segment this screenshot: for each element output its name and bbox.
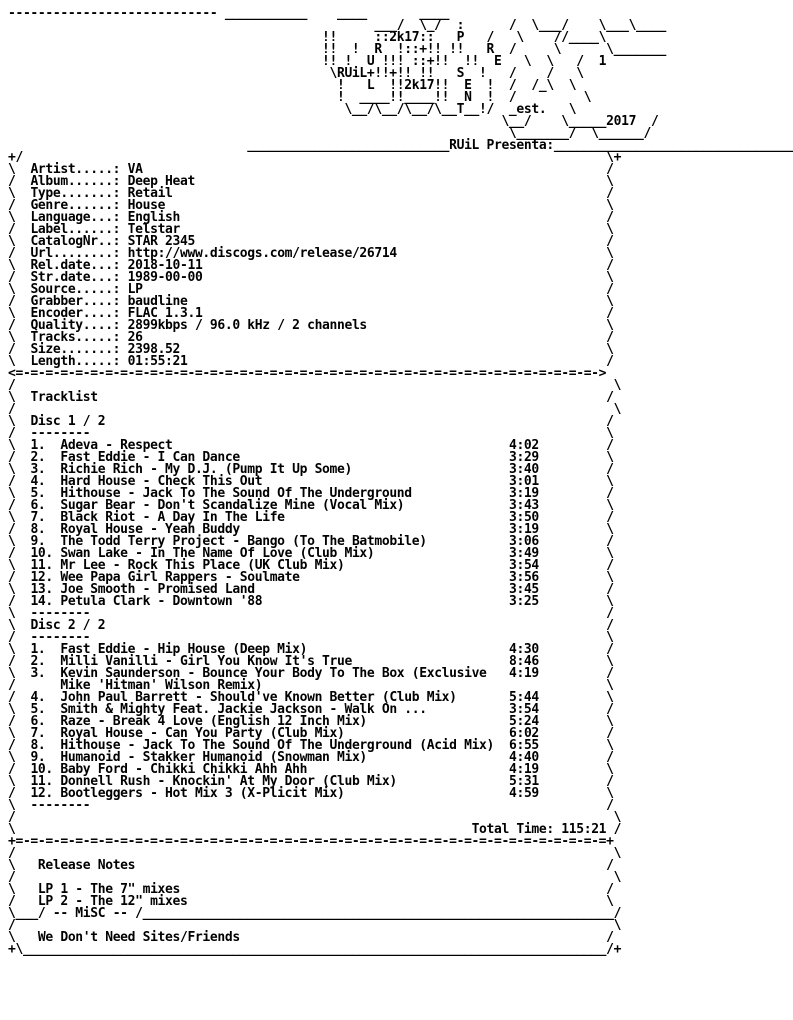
- info-label: Rel.date...:: [30, 258, 121, 273]
- track-time: 6:55: [508, 738, 539, 753]
- info-label: Grabber....:: [30, 294, 121, 309]
- info-value: FLAC 1.3.1: [127, 306, 203, 321]
- track-title: Smith & Mighty Feat. Jackie Jackson - Walk On ...: [60, 702, 427, 717]
- info-label: Tracks.....:: [30, 330, 121, 345]
- track-number: 9.: [30, 534, 61, 549]
- info-value: 2899kbps / 96.0 kHz / 2 channels: [127, 318, 367, 333]
- track-title: Hard House - Check This Out: [60, 474, 263, 489]
- track-title: Swan Lake - In The Name Of Love (Club Mix): [60, 546, 375, 561]
- track-title: Sugar Bear - Don't Scandalize Mine (Vocal Mix): [60, 498, 405, 513]
- track-number: 3.: [30, 666, 61, 681]
- info-value: Deep Heat: [127, 174, 195, 189]
- tracklist-title: Tracklist: [30, 390, 98, 405]
- disc-title: Disc 1 / 2: [30, 414, 106, 429]
- track-time: 3:49: [508, 546, 539, 561]
- track-title: Black Riot - A Day In The Life: [60, 510, 285, 525]
- track-title-continued: Mike 'Hitman' Wilson Remix): [60, 678, 263, 693]
- track-title: Hithouse - Jack To The Sound Of The Underground: [60, 486, 412, 501]
- track-time: 3:06: [508, 534, 539, 549]
- nfo-document: ---------------------------- ___________ ____ ____ ___/ \_/ : / \___/ \___\____ !! ::2k17:: P / \ //____\ !! ! R !::+!! !! R / \ \_______ !! ! U !!! ::+!! !! E \ \ / 1 \RUiL+!!+!! !! S ! / / \ ! L !!2k17!! E ! / /_\ \ ! ____!!____!! N ! / \ \__/\__/\__/\__T__!/ _est. \ \__/ \_____2017 / \_______/ \______/ ___________________________RUiL Presenta:________________________________ +/ \+ \ Artist.....: VA / / Album......: Deep Heat \ \ Type.......: Retail / / Genre......: House \ \ Language...: English / / Label......: Telstar \ \ CatalogNr..: STAR 2345 / / Url........: http://www.discogs.com/release/26714 \ \ Rel.date...: 2018-10-11 / / Str.date...: 1989-00-00 \ \ Source.....: LP / / Grabber....: baudline \ \ Encoder....: FLAC 1.3.1 / / Quality....: 2899kbps / 96.0 kHz / 2 channels \ \ Tracks.....: 26 / / Size.......: 2398.52 \ \ Length.....: 01:55:21 / <=-=-=-=-=-=-=-=-=-=-=-=-=-=-=-=-=-=-=-=-=-=-=-=-=-=-=-=-=-=-=-=-=-=-=-=-=-=-=-> / \ \ Tracklist / / \ \ Disc 1 / 2 / / -------- \ \ 1. Adeva - Respect 4:02 / / 2. Fast Eddie - I Can Dance 3:29 \ \ 3. Richie Rich - My D.J. (Pump It Up Some) 3:40 / / 4. Hard House - Check This Out 3:01 \ \ 5. Hithouse - Jack To The Sound Of The Underground 3:19 / / 6. Sugar Bear - Don't Scandalize Mine (Vocal Mix) 3:43 \ \ 7. Black Riot - A Day In The Life 3:50 / / 8. Royal House - Yeah Buddy 3:19 \ \ 9. The Todd Terry Project - Bango (To The Batmobile) 3:06 / / 10. Swan Lake - In The Name Of Love (Club Mix) 3:49 \ \ 11. Mr Lee - Rock This Place (UK Club Mix) 3:54 / / 12. Wee Papa Girl Rappers - Soulmate 3:56 \ \ 13. Joe Smooth - Promised Land 3:45 / / 14. Petula Clark - Downtown '88 3:25 \ \ -------- / \ Disc 2 / 2 / / -------- \ \ 1. Fast Eddie - Hip House (Deep Mix) 4:30 / / 2. Milli Vanilli - Girl You Know It's True 8:46 \ \ 3. Kevin Saunderson - Bounce Your Body To The Box (Exclusive 4:19 / / Mike 'Hitman' Wilson Remix) \ / 4. John Paul Barrett - Should've Known Better (Club Mix) 5:44 \ \ 5. Smith & Mighty Feat. Jackie Jackson - Walk On ... 3:54 / / 6. Raze - Break 4 Love (English 12 Inch Mix) 5:24 \ \ 7. Royal House - Can You Party (Club Mix) 6:02 / / 8. Hithouse - Jack To The Sound Of The Underground (Acid Mix) 6:55 \ \ 9. Humanoid - Stakker Humanoid (Snowman Mix) 4:40 / / 10. Baby Ford - Chikki Chikki Ahh Ahh 4:19 \ \ 11. Donnell Rush - Knockin' At My Door (Club Mix) 5:31 / / 12. Bootleggers - Hot Mix 3 (X-Plicit Mix) 4:59 \ \ -------- / / \ \ Total Time: 115:21 / +=-=-=-=-=-=-=-=-=-=-=-=-=-=-=-=-=-=-=-=-=-=-=-=-=-=-=-=-=-=-=-=-=-=-=-=-=-=-=-=+ / \ \ Release Notes / / \ \ LP 1 - The 7" mixes / / LP 2 - The 12" mixes \ \___/ -- MiSC -- /_______________________________________________________________/ / \ \ We Don't Need Sites/Friends / +\______________________________________________________________________________/+: [8, 6, 793, 957]
- release-notes-title: Release Notes: [37, 858, 136, 873]
- info-value: 1989-00-00: [127, 270, 203, 285]
- track-number: 6.: [30, 498, 61, 513]
- track-number: 12.: [30, 786, 61, 801]
- info-value: House: [127, 198, 166, 213]
- track-time: 8:46: [508, 654, 539, 669]
- track-time: 4:30: [508, 642, 539, 657]
- track-time: 4:40: [508, 750, 539, 765]
- track-title: Fast Eddie - Hip House (Deep Mix): [60, 642, 308, 657]
- track-number: 14.: [30, 594, 61, 609]
- track-number: 1.: [30, 642, 61, 657]
- info-value: Telstar: [127, 222, 180, 237]
- track-time: 6:02: [508, 726, 539, 741]
- track-title: Raze - Break 4 Love (English 12 Inch Mix): [60, 714, 367, 729]
- info-value: STAR 2345: [127, 234, 195, 249]
- track-title: Richie Rich - My D.J. (Pump It Up Some): [60, 462, 352, 477]
- track-number: 1.: [30, 438, 61, 453]
- track-title: John Paul Barrett - Should've Known Better (Club Mix): [60, 690, 457, 705]
- track-time: 4:02: [508, 438, 539, 453]
- track-time: 4:19: [508, 666, 539, 681]
- info-value: 26: [127, 330, 143, 345]
- track-time: 3:01: [508, 474, 539, 489]
- track-time: 3:54: [508, 702, 539, 717]
- track-time: 3:29: [508, 450, 539, 465]
- info-label: Quality....:: [30, 318, 121, 333]
- track-time: 3:54: [508, 558, 539, 573]
- track-title: Baby Ford - Chikki Chikki Ahh Ahh: [60, 762, 308, 777]
- track-title: Royal House - Can You Party (Club Mix): [60, 726, 345, 741]
- track-number: 5.: [30, 702, 61, 717]
- track-time: 5:31: [508, 774, 539, 789]
- info-value: 01:55:21: [127, 354, 188, 369]
- info-value: http://www.discogs.com/release/26714: [127, 246, 397, 261]
- track-number: 13.: [30, 582, 61, 597]
- info-value: English: [127, 210, 180, 225]
- track-title: Wee Papa Girl Rappers - Soulmate: [60, 570, 300, 585]
- info-label: Language...:: [30, 210, 121, 225]
- track-number: 4.: [30, 474, 61, 489]
- track-number: 4.: [30, 690, 61, 705]
- track-time: 3:19: [508, 486, 539, 501]
- track-number: 2.: [30, 450, 61, 465]
- track-title: Hithouse - Jack To The Sound Of The Underground (Acid Mix): [60, 738, 495, 753]
- track-number: 8.: [30, 522, 61, 537]
- track-title: Kevin Saunderson - Bounce Your Body To The Box (Exclusive: [60, 666, 487, 681]
- info-value: LP: [127, 282, 143, 297]
- track-title: The Todd Terry Project - Bango (To The Batmobile): [60, 534, 427, 549]
- track-number: 7.: [30, 726, 61, 741]
- track-title: Donnell Rush - Knockin' At My Door (Club Mix): [60, 774, 397, 789]
- track-number: 10.: [30, 762, 61, 777]
- track-time: 3:25: [508, 594, 539, 609]
- track-number: 3.: [30, 462, 61, 477]
- track-number: 12.: [30, 570, 61, 585]
- info-label: Artist.....:: [30, 162, 121, 177]
- info-label: CatalogNr..:: [30, 234, 121, 249]
- track-title: Adeva - Respect: [60, 438, 173, 453]
- track-time: 3:56: [508, 570, 539, 585]
- info-label: Url........:: [30, 246, 121, 261]
- info-label: Size.......:: [30, 342, 121, 357]
- track-title: Joe Smooth - Promised Land: [60, 582, 255, 597]
- track-number: 11.: [30, 558, 61, 573]
- info-label: Str.date...:: [30, 270, 121, 285]
- track-title: Royal House - Yeah Buddy: [60, 522, 240, 537]
- track-title: Petula Clark - Downtown '88: [60, 594, 263, 609]
- track-time: 3:40: [508, 462, 539, 477]
- info-label: Length.....:: [30, 354, 121, 369]
- total-time-value: 115:21: [561, 822, 607, 837]
- track-number: 11.: [30, 774, 61, 789]
- total-time-label: Total Time:: [471, 822, 554, 837]
- track-number: 6.: [30, 714, 61, 729]
- info-value: Retail: [127, 186, 173, 201]
- info-value: 2018-10-11: [127, 258, 203, 273]
- release-group-header: RUiL Presenta:: [449, 138, 554, 153]
- info-label: Source.....:: [30, 282, 121, 297]
- misc-text: We Don't Need Sites/Friends: [37, 930, 240, 945]
- track-number: 9.: [30, 750, 61, 765]
- track-time: 4:19: [508, 762, 539, 777]
- track-number: 2.: [30, 654, 61, 669]
- track-time: 3:43: [508, 498, 539, 513]
- track-title: Milli Vanilli - Girl You Know It's True: [60, 654, 352, 669]
- track-time: 3:50: [508, 510, 539, 525]
- track-title: Bootleggers - Hot Mix 3 (X-Plicit Mix): [60, 786, 345, 801]
- info-label: Label......:: [30, 222, 121, 237]
- track-number: 7.: [30, 510, 61, 525]
- release-note-line: LP 2 - The 12" mixes: [37, 894, 188, 909]
- track-time: 4:59: [508, 786, 539, 801]
- info-label: Type.......:: [30, 186, 121, 201]
- release-note-line: LP 1 - The 7" mixes: [37, 882, 180, 897]
- track-time: 3:19: [508, 522, 539, 537]
- disc-title: Disc 2 / 2: [30, 618, 106, 633]
- track-time: 5:44: [508, 690, 539, 705]
- track-title: Humanoid - Stakker Humanoid (Snowman Mix): [60, 750, 367, 765]
- track-number: 5.: [30, 486, 61, 501]
- info-label: Album......:: [30, 174, 121, 189]
- track-number: 8.: [30, 738, 61, 753]
- track-time: 3:45: [508, 582, 539, 597]
- info-label: Genre......:: [30, 198, 121, 213]
- track-title: Mr Lee - Rock This Place (UK Club Mix): [60, 558, 345, 573]
- info-value: baudline: [127, 294, 188, 309]
- info-value: 2398.52: [127, 342, 180, 357]
- track-time: 5:24: [508, 714, 539, 729]
- info-label: Encoder....:: [30, 306, 121, 321]
- misc-header: -- MiSC --: [52, 906, 128, 921]
- track-number: 10.: [30, 546, 61, 561]
- track-title: Fast Eddie - I Can Dance: [60, 450, 240, 465]
- ruil-ascii-logo: ---------------------------- ___________ ____ ____ ___/ \_/ : / \___/ \___\____ !! ::2k17:: P / \ //____\ !! ! R !::+!! !! R / \ \_______ !! ! U !!! ::+!! !! E \ \ / 1 \RUiL+!!+!! !! S ! / / \ ! L !!2k17!! E ! / /_\ \ ! ____!!____!! N ! / \ \__/\__/\__/\__T__!/ _est. \ \__/ \_____2017 / \_______/ \______/: [8, 6, 666, 141]
- info-value: VA: [127, 162, 143, 177]
